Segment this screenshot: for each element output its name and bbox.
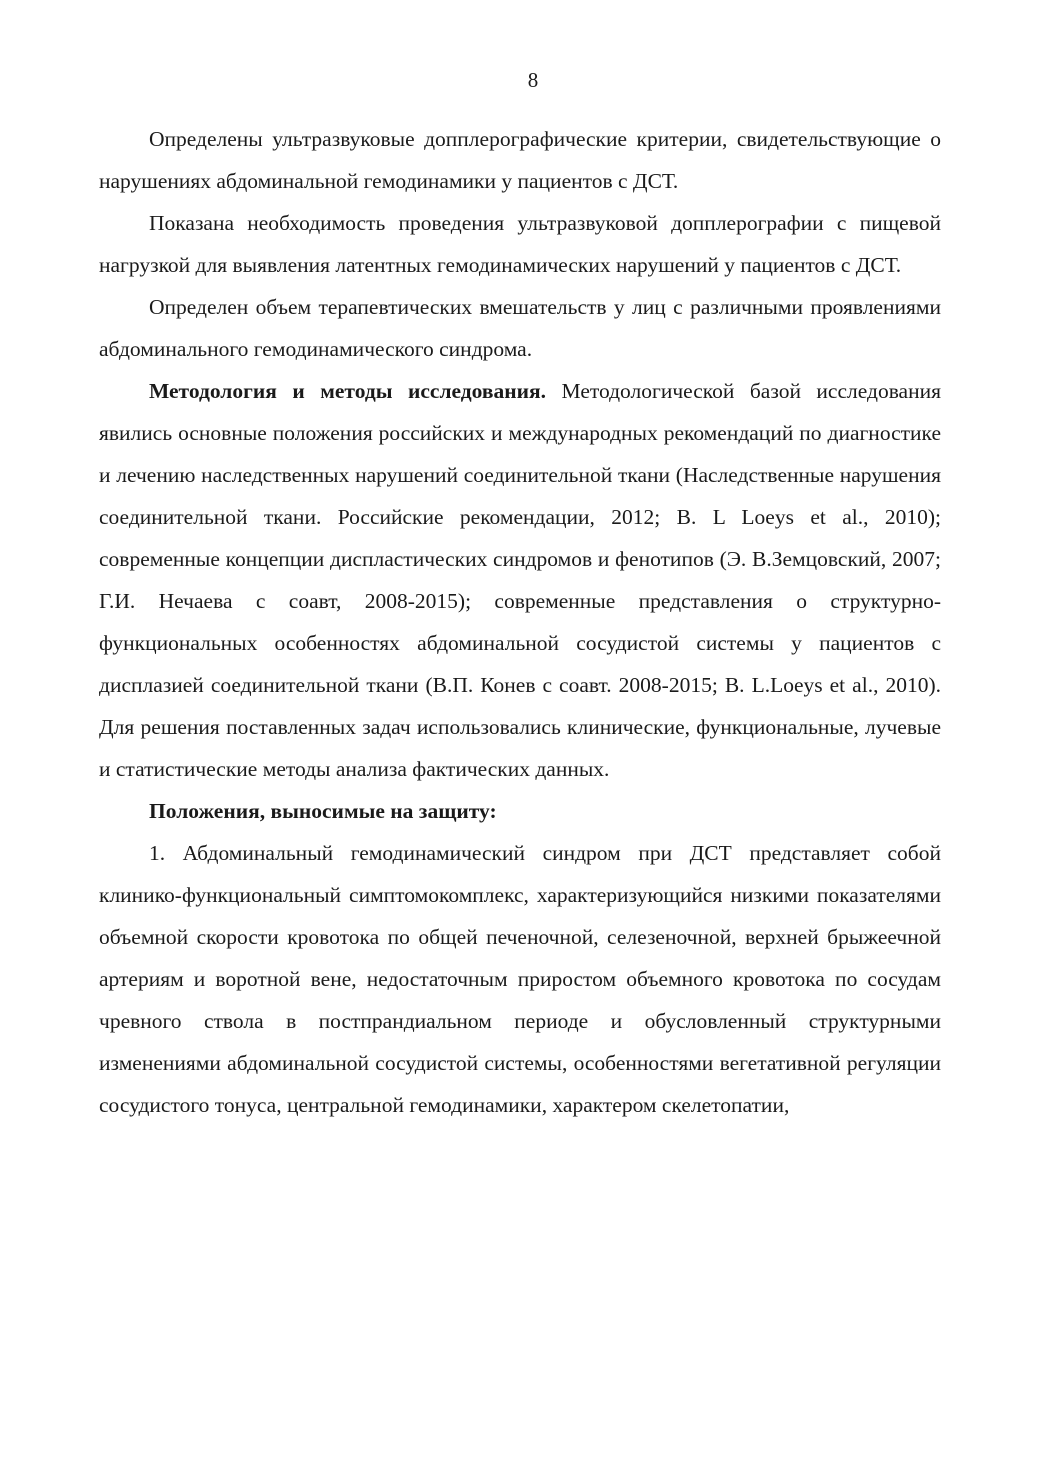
paragraph-criteria: Определены ультразвуковые допплерографические критерии, свидетельствующие о нарушениях абдоминальной гемодинамики у пациентов с ДСТ. [99,127,941,193]
paragraph-methodology [99,370,941,790]
methodology-heading: Методология и методы исследования. [149,379,547,403]
paragraph-necessity: Показана необходимость проведения ультразвуковой допплерографии с пищевой нагрузкой для выявления латентных гемодинамических нарушений у пациентов с ДСТ. [99,211,941,277]
paragraph-therapy-volume: Определен объем терапевтических вмешательств у лиц с различными проявлениями абдоминального гемодинамического синдрома. [99,295,941,361]
methodology-text: Методологической базой исследования явились основные положения российских и международных рекомендаций по диагностике и лечению наследственных нарушений соединительной ткани (Наследственные нарушения соединительной ткани. Российские рекомендации, 2012; B. L Loeys et al., 2010); современные концепции диспластических синдромов и фенотипов (Э. В.Земцовский, 2007; Г.И. Нечаева с соавт, 2008-2015); современные представления о структурно-функциональных особенностях абдоминальной сосудистой системы у пациентов с дисплазией соединительной ткани (В.П. Конев с соавт. 2008-2015; B. L.Loeys et al., 2010). Для решения поставленных задач использовались клинические, функциональные, лучевые и статистические методы анализа фактических данных. [99,379,942,781]
section-heading-defense-theses: Положения, выносимые на защиту: [149,799,497,823]
paragraph-thesis-1: 1. Абдоминальный гемодинамический синдром при ДСТ представляет собой клинико-функциональный симптомокомплекс, характеризующийся низкими показателями объемной скорости кровотока по общей печеночной, селезеночной, верхней брыжеечной артериям и воротной вене, недостаточным приростом объемного кровотока по сосудам чревного ствола в постпрандиальном периоде и обусловленный структурными изменениями абдоминальной сосудистой системы, особенностями вегетативной регуляции сосудистого тонуса, центральной гемодинамики, характером скелетопатии, [99,841,941,1117]
page-body [99,118,941,1126]
page-number: 8 [527,68,539,92]
